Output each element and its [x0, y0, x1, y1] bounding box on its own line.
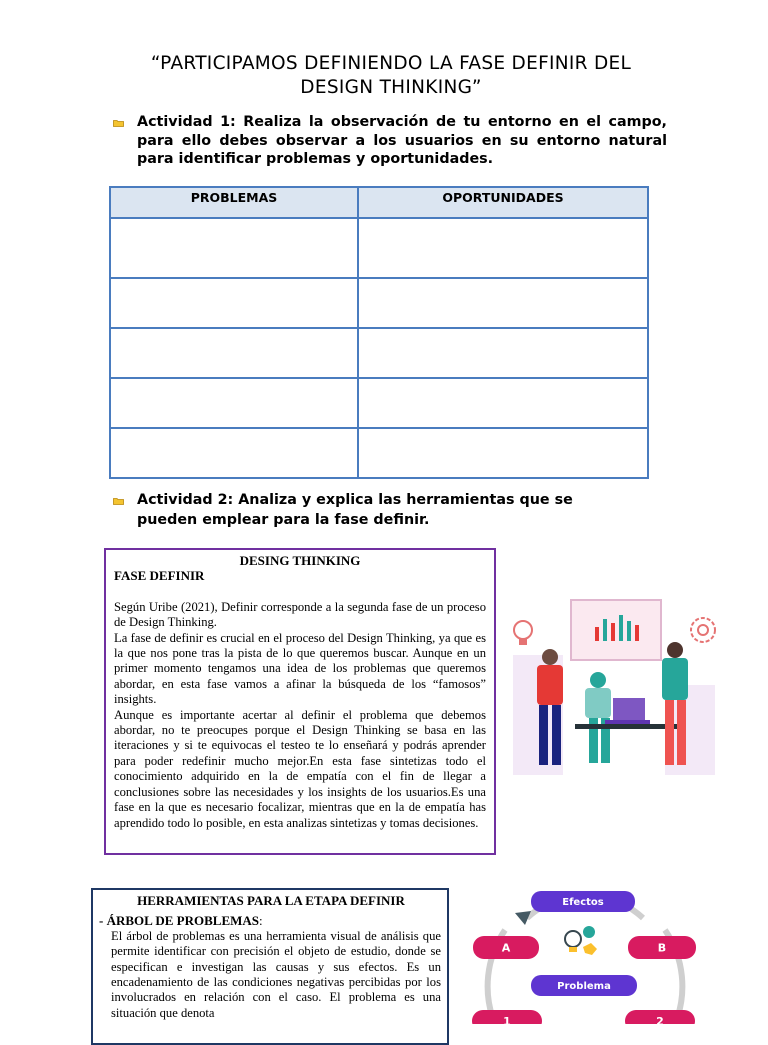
table-header-row	[110, 187, 648, 218]
table-cell[interactable]	[358, 428, 648, 478]
table-cell[interactable]	[110, 218, 358, 278]
folder-bullet-icon	[113, 119, 124, 127]
page-title	[100, 52, 682, 100]
lightbulb-icon	[514, 621, 532, 645]
paragraph: Aunque es importante acertar al definir el problema que debemos abordar, no te preocupes porque el Design Thinking se basa en las iteraciones y si te equivocas el testeo te lo enseñará y podrás aprender para poder redefinir mucho mejor.En esta fase sintetizas todo el conocimiento adquirido en la de empatía con el fin de llegar a conclusiones sobre las necesidades y los insights de los usuarios.Es una fase en la que es necesario focalizar, mientras que en la de empatía has aprendido todo lo posible, en esta analizas sintetizas y tomas decisiones.	[114, 707, 486, 830]
tool-name: ÁRBOL DE PROBLEMAS	[106, 913, 260, 929]
tool-title	[99, 913, 441, 928]
problem-label: Problema	[557, 981, 611, 992]
table-row	[110, 278, 648, 328]
table-cell[interactable]	[358, 328, 648, 378]
box-heading: DESING THINKING	[239, 553, 361, 568]
table-cell[interactable]	[110, 378, 358, 428]
table-cell[interactable]	[110, 428, 358, 478]
team-illustration	[505, 595, 727, 795]
table-row	[110, 428, 648, 478]
tool-colon: :	[259, 913, 263, 929]
table-row	[110, 378, 648, 428]
paragraph: Según Uribe (2021), Definir corresponde a la segunda fase de un proceso de Design Thinking.	[114, 599, 486, 630]
table-cell[interactable]	[110, 328, 358, 378]
problems-opportunities-table	[109, 186, 649, 479]
table-row	[110, 328, 648, 378]
table-row	[110, 218, 648, 278]
tool-dash: -	[99, 913, 107, 929]
table-cell[interactable]	[358, 218, 648, 278]
design-thinking-box	[104, 548, 496, 855]
activity-2-text: Actividad 2: Analiza y explica las herramientas que se pueden emplear para la fase definir.	[137, 492, 573, 528]
title-line-2: DESIGN THINKING”	[300, 77, 482, 98]
table-cell[interactable]	[358, 278, 648, 328]
activity-1-text: Actividad 1: Realiza la observación de tu entorno en el campo, para ello debes observar a los usuarios en su entorno natural para identificar problemas y oportunidades.	[137, 114, 667, 167]
node-a-label: A	[501, 941, 511, 955]
folder-bullet-icon	[113, 497, 124, 505]
box-subheading: FASE DEFINIR	[114, 568, 205, 584]
box-heading: HERRAMIENTAS PARA LA ETAPA DEFINIR	[137, 893, 405, 908]
tools-box	[91, 888, 449, 1045]
paragraph: El árbol de problemas es una herramienta visual de análisis que permite identificar con precisión el objeto de estudio, donde se especifican e investigan las causas y sus efectos. Es un encadenamiento de las condiciones negativas percibidas por los involucrados en relación con el caso. El problema es una situación que denota	[111, 928, 441, 1020]
effects-label: Efectos	[562, 897, 604, 908]
laptop-icon	[605, 698, 650, 724]
header-oportunidades: OPORTUNIDADES	[358, 187, 648, 218]
node-b-label: B	[657, 941, 667, 955]
ideas-icon	[565, 926, 597, 955]
table-cell[interactable]	[110, 278, 358, 328]
person-sitting	[585, 672, 611, 763]
header-problemas: PROBLEMAS	[110, 187, 358, 218]
gear-icon	[691, 618, 715, 642]
problem-tree-diagram	[465, 885, 705, 1024]
table-cell[interactable]	[358, 378, 648, 428]
title-line-1: “PARTICIPAMOS DEFINIENDO LA FASE DEFINIR DEL	[150, 53, 632, 74]
node-1-label: 1	[503, 1015, 511, 1024]
node-2-label: 2	[656, 1015, 664, 1024]
paragraph: La fase de definir es crucial en el proceso del Design Thinking, ya que es la que nos pone tras la pista de lo que queremos buscar. Aunque en un primer momento tengamos una idea de los problemas que queremos abordar, en esta fase vamos a afinar la búsqueda de los “famosos” insights.	[114, 630, 486, 707]
chart-board-icon	[571, 600, 661, 660]
